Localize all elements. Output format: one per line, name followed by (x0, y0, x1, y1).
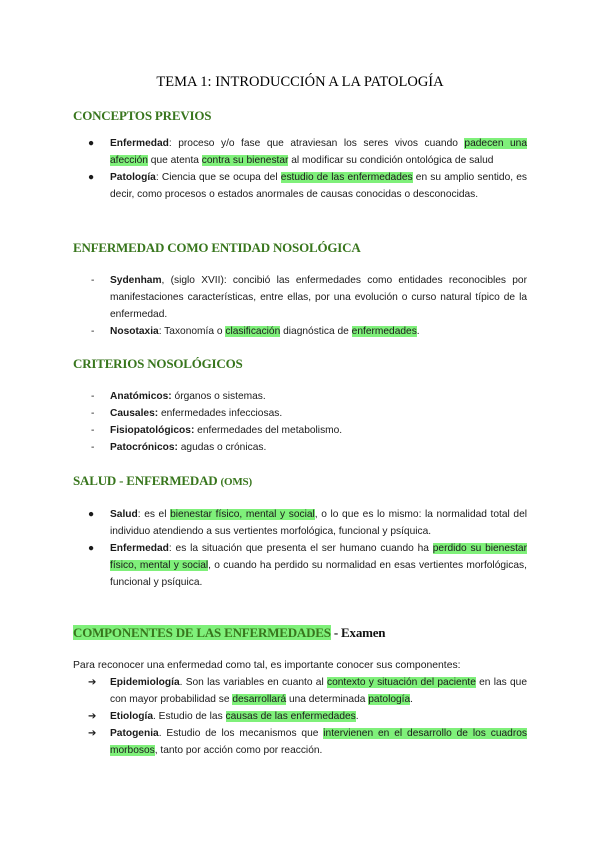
componentes-intro: Para reconocer una enfermedad como tal, es importante conocer sus componentes: (73, 660, 461, 671)
list-salud (88, 506, 528, 591)
list-item: ● Enfermedad: proceso y/o fase que atraviesan los seres vivos cuando padecen una afección que atenta contra su bienestar al modificar su condición ontológica de salud (110, 135, 527, 169)
dash-marker: - (91, 442, 95, 453)
list-item: ➔ Epidemiología. Son las variables en cuanto al contexto y situación del paciente en las que con mayor probabilidad se desarrollará una determinada patología. (110, 674, 527, 708)
heading-componentes: COMPONENTES DE LAS ENFERMEDADES - Examen (73, 625, 386, 640)
list-item: ● Enfermedad: es la situación que presenta el ser humano cuando ha perdido su bienestar físico, mental y social, o cuando ha perdido su normalidad en esas vertientes morfológicas, funcional y psíquica. (110, 540, 527, 591)
dash-marker: - (91, 425, 95, 436)
dash-marker: - (91, 326, 95, 337)
heading-entidad-nosologica: ENFERMEDAD COMO ENTIDAD NOSOLÓGICA (73, 240, 361, 255)
heading-criterios-nosologicos: CRITERIOS NOSOLÓGICOS (73, 356, 243, 371)
list-item: - Sydenham, (siglo XVII): concibió las enfermedades como entidades reconocibles por manifestaciones características, entre ellas, por una evolución o curso natural típico de la enfermedad. (110, 272, 527, 323)
heading-salud-enfermedad: SALUD - ENFERMEDAD (OMS) (73, 473, 252, 488)
list-item: - Fisiopatológicos: enfermedades del metabolismo. (110, 422, 527, 439)
list-nosologica (91, 272, 527, 340)
dash-marker: - (91, 391, 95, 402)
bullet-marker: ● (88, 172, 95, 183)
list-item: ➔ Patogenia. Estudio de los mecanismos que intervienen en el desarrollo de los cuadros morbosos, tanto por acción como por reacción. (110, 725, 527, 759)
list-item: - Patocrónicos: agudas o crónicas. (110, 439, 527, 456)
arrow-marker: ➔ (88, 711, 97, 722)
page-title: TEMA 1: INTRODUCCIÓN A LA PATOLOGÍA (156, 74, 444, 90)
list-item: - Anatómicos: órganos o sistemas. (110, 388, 527, 405)
arrow-marker: ➔ (88, 677, 97, 688)
list-item: - Nosotaxia: Taxonomía o clasificación diagnóstica de enfermedades. (110, 323, 527, 340)
list-item: - Causales: enfermedades infecciosas. (110, 405, 527, 422)
bullet-marker: ● (88, 138, 95, 149)
heading-conceptos-previos: CONCEPTOS PREVIOS (73, 108, 212, 123)
bullet-marker: ● (88, 509, 95, 520)
bullet-marker: ● (88, 543, 95, 554)
list-conceptos (88, 135, 527, 203)
list-item: ● Salud: es el bienestar físico, mental y social, o lo que es lo mismo: la normalidad total del individuo atendiendo a sus vertientes morfológica, funcional y psíquica. (110, 506, 527, 540)
dash-marker: - (91, 275, 95, 286)
list-item: ➔ Etiología. Estudio de las causas de las enfermedades. (110, 708, 527, 725)
list-item: ● Patología: Ciencia que se ocupa del estudio de las enfermedades en su amplio sentido, es decir, como procesos o estados anormales de causas conocidas o desconocidas. (110, 169, 527, 203)
list-componentes (88, 674, 527, 759)
list-criterios (91, 388, 527, 456)
dash-marker: - (91, 408, 95, 419)
arrow-marker: ➔ (88, 728, 97, 739)
